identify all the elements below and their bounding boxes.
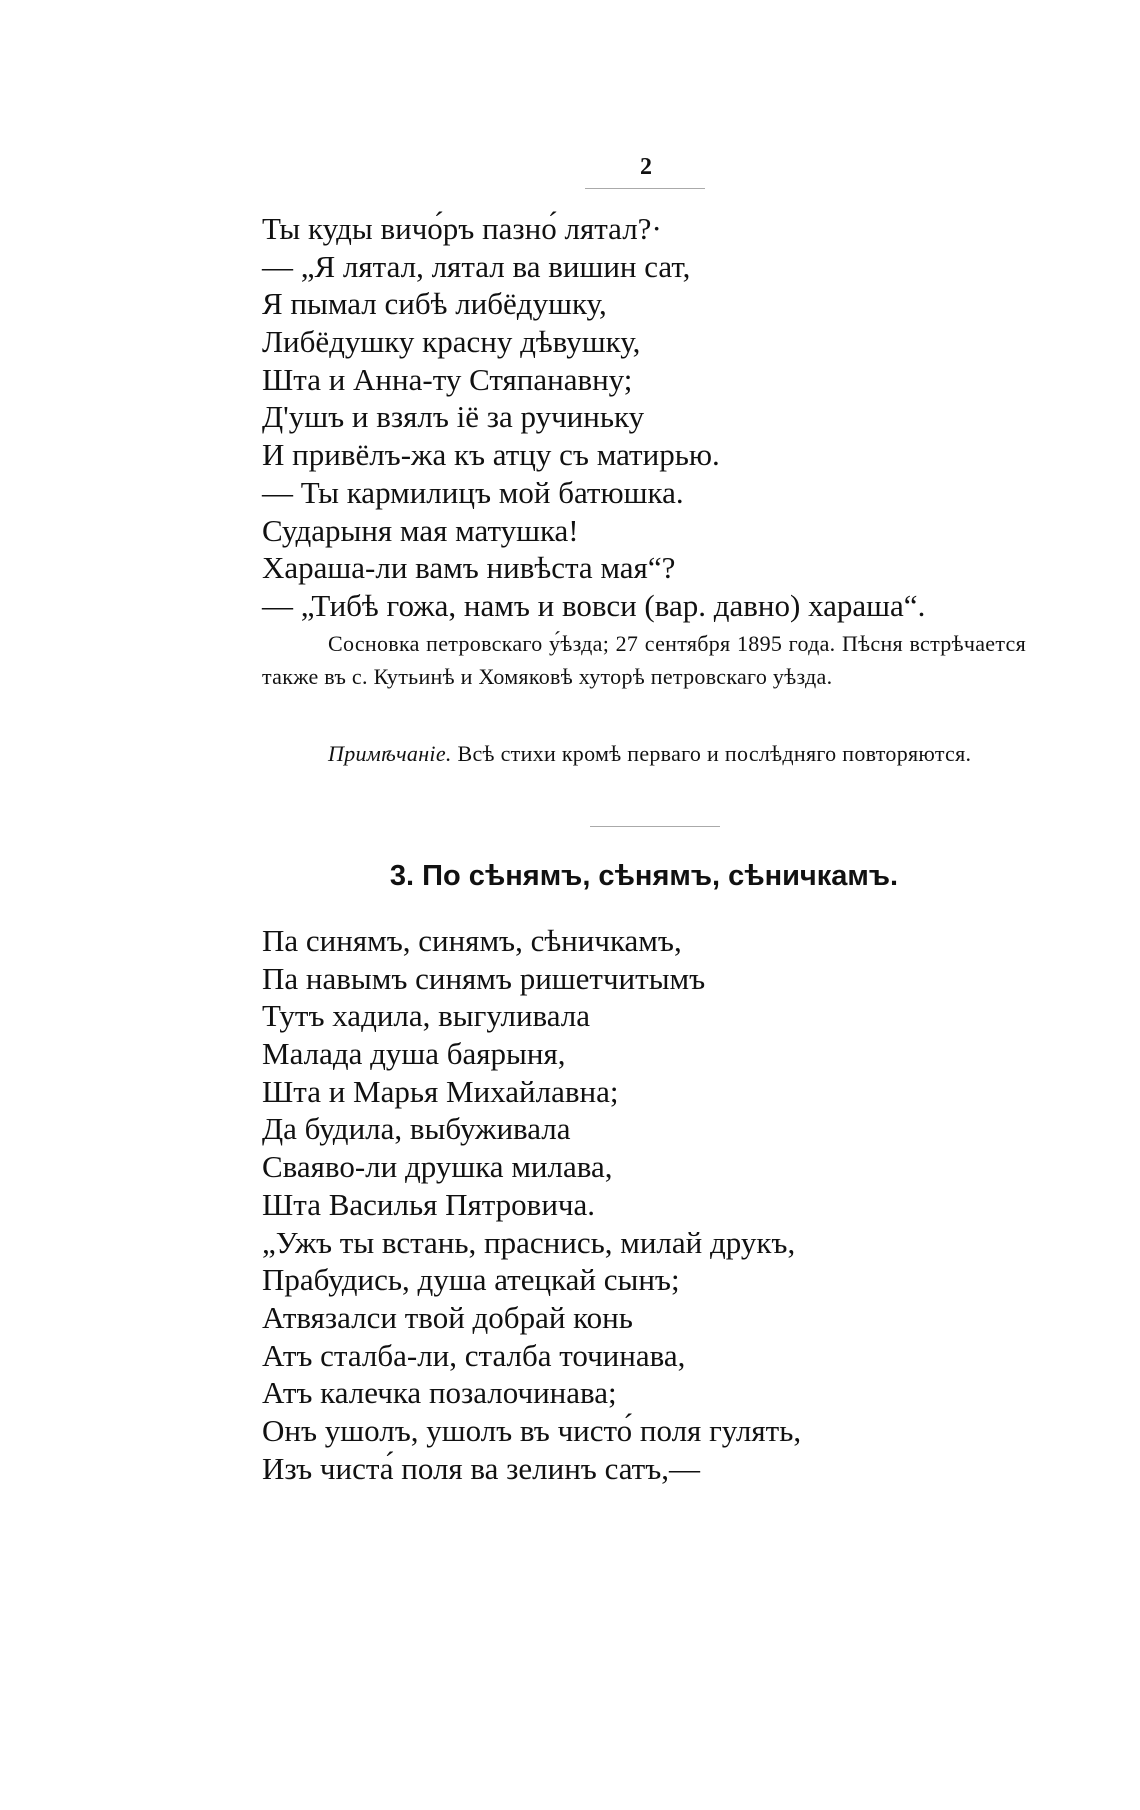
verse-line: „Ужъ ты встань, праснись, милай друкъ, bbox=[262, 1224, 796, 1260]
verse-line: Да будила, выбуживала bbox=[262, 1111, 571, 1147]
footnote-text: Всѣ стихи кромѣ перваго и послѣдняго повторяются. bbox=[451, 741, 972, 766]
verse-line: Тутъ хадила, выгуливала bbox=[262, 998, 591, 1034]
verse-line: Шта Василья Пятровича. bbox=[262, 1186, 596, 1222]
footnote-label: Примѣчаніе. bbox=[328, 741, 452, 766]
verse-line: — Ты кармилицъ мой батюшка. bbox=[262, 474, 684, 510]
verse-line: Прабудись, душа атецкай сынъ; bbox=[262, 1262, 680, 1298]
verse-line: Ты куды вичо́ръ пазно́ лятал?· bbox=[262, 211, 662, 246]
verse-line: Па навымъ синямъ ришетчитымъ bbox=[262, 960, 706, 996]
page-number: 2 bbox=[640, 154, 652, 180]
header-rule bbox=[585, 188, 705, 189]
verse-line: Атъ сталба-ли, сталба точинава, bbox=[262, 1337, 686, 1373]
verse-line: — „Я лятал, лятал ва вишин сат, bbox=[262, 248, 691, 284]
verse-line: И привёлъ-жа къ атцу съ матирью. bbox=[262, 437, 720, 473]
source-note: Сосновка петровскаго у́ѣзда; 27 сентября 1895 года. Пѣсня встрѣчается также въ с. Кутьинѣ и Хомяковѣ хуторѣ петровскаго уѣзда. bbox=[262, 631, 1026, 689]
verse-line: Атъ калечка позалочинава; bbox=[262, 1375, 617, 1411]
poem-2 bbox=[262, 922, 801, 1487]
verse-line: Атвязалси твой добрай конь bbox=[262, 1299, 633, 1335]
section-divider bbox=[590, 826, 720, 827]
verse-line: — „Тибѣ гожа, намъ и вовси (вар. давно) хараша“. bbox=[262, 587, 926, 623]
verse-line: Онъ ушолъ, ушолъ въ чисто́ поля гулять, bbox=[262, 1412, 802, 1448]
verse-line: Сваяво-ли друшка милава, bbox=[262, 1149, 613, 1185]
verse-line: Шта и Анна-ту Стяпанавну; bbox=[262, 361, 633, 397]
verse-line: Либёдушку красну дѣвушку, bbox=[262, 324, 641, 360]
section-heading: 3. По сѣнямъ, сѣнямъ, сѣничкамъ. bbox=[389, 860, 899, 892]
verse-line: Хараша-ли вамъ нивѣста мая“? bbox=[262, 550, 676, 586]
verse-line: Сударыня мая матушка! bbox=[262, 512, 579, 548]
verse-line: Малада душа баярыня, bbox=[262, 1036, 566, 1072]
verse-line: Шта и Марья Михайлавна; bbox=[262, 1073, 619, 1109]
verse-line: Изъ чиста́ поля ва зелинъ сатъ,— bbox=[262, 1450, 701, 1486]
footnote bbox=[262, 737, 1026, 770]
poem-1 bbox=[262, 210, 925, 625]
verse-line: Д'ушъ и взялъ іё за ручиньку bbox=[262, 399, 645, 435]
verse-line: Па синямъ, синямъ, сѣничкамъ, bbox=[262, 923, 682, 958]
verse-line: Я пымал сибѣ либёдушку, bbox=[262, 286, 607, 322]
